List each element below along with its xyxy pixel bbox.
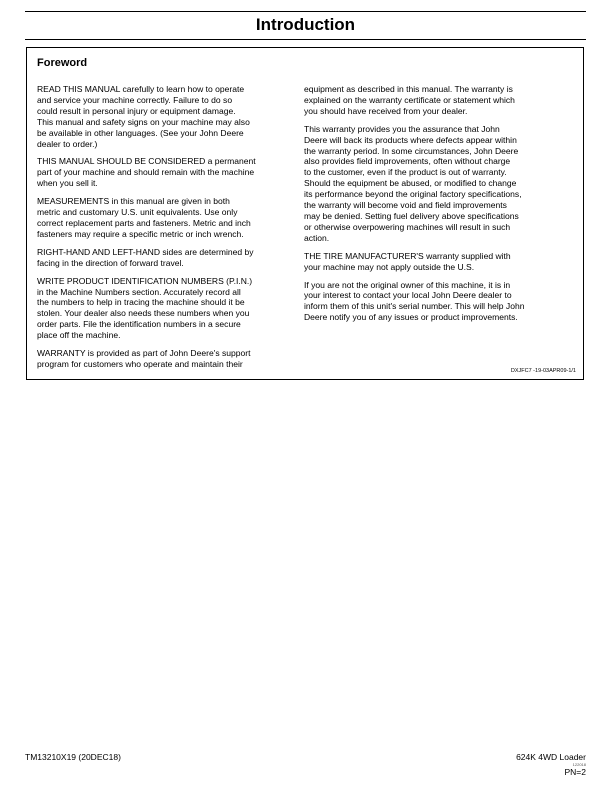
paragraph-warranty-start: WARRANTY is provided as part of John Deere's support program for customers who operate and maintain their (37, 348, 251, 369)
footer-manual-id: TM13210X19 (20DEC18) (25, 752, 121, 762)
document-code: DXJFC7 -19-03APR09-1/1 (510, 368, 576, 374)
paragraph-measurements: MEASUREMENTS in this manual are given in both metric and customary U.S. unit equivalents. Use only correct replacement parts and fasteners. Metric and inch fasteners may require a specific metric or inch wrench. (37, 196, 251, 239)
header-bottom-rule (25, 39, 586, 40)
footer-small-code: 122018 (572, 762, 586, 767)
paragraph-tire-warranty: THE TIRE MANUFACTURER'S warranty supplied with your machine may not apply outside the U.S. (304, 250, 511, 272)
section-title: Foreword (37, 57, 88, 69)
page-title: Introduction (255, 15, 356, 34)
foreword-section (26, 47, 584, 380)
paragraph-warranty-continued: equipment as described in this manual. The warranty is explained on the warranty certificate or statement which you should have received from your dealer. (304, 84, 515, 116)
paragraph-pin-numbers: WRITE PRODUCT IDENTIFICATION NUMBERS (P.I.N.) in the Machine Numbers section. Accurately record all the numbers to help in tracing the machine should it be stolen. Your dealer also needs these numbers when you order parts. File the identification numbers in a secure place off the machine. (37, 275, 253, 341)
paragraph-right-left-hand: RIGHT-HAND AND LEFT-HAND sides are determined by facing in the direction of forward travel. (37, 246, 254, 268)
paragraph-original-owner: If you are not the original owner of this machine, it is in your interest to contact your local John Deere dealer to inform them of this unit's serial number. This will help John Deere notify you of any issues or product improvements. (304, 279, 525, 323)
paragraph-permanent-part: THIS MANUAL SHOULD BE CONSIDERED a permanent part of your machine and should remain with the machine when you sell it. (37, 156, 256, 189)
paragraph-read-manual: READ THIS MANUAL carefully to learn how to operate and service your machine correctly. Failure to do so could result in personal injury or equipment damage. This manual and safety signs on your machine may also be available in other languages. (See your John Deere dealer to order.) (37, 84, 250, 149)
footer-page-number: PN=2 (564, 767, 586, 777)
left-column (37, 84, 299, 377)
header-top-rule (25, 11, 586, 12)
right-column (304, 84, 566, 330)
footer-model: 624K 4WD Loader (516, 752, 586, 762)
paragraph-warranty-assurance: This warranty provides you the assurance that John Deere will back its products where defects appear within the warranty period. In some circumstances, John Deere also provides field improvements, often without charge to the customer, even if the product is out of warranty. Should the equipment be abused, or modified to change its performance beyond the original factory specifications, the warranty will become void and field improvements may be denied. Setting fuel delivery above specifications or otherwise overpowering machines will result in such action. (304, 123, 522, 243)
